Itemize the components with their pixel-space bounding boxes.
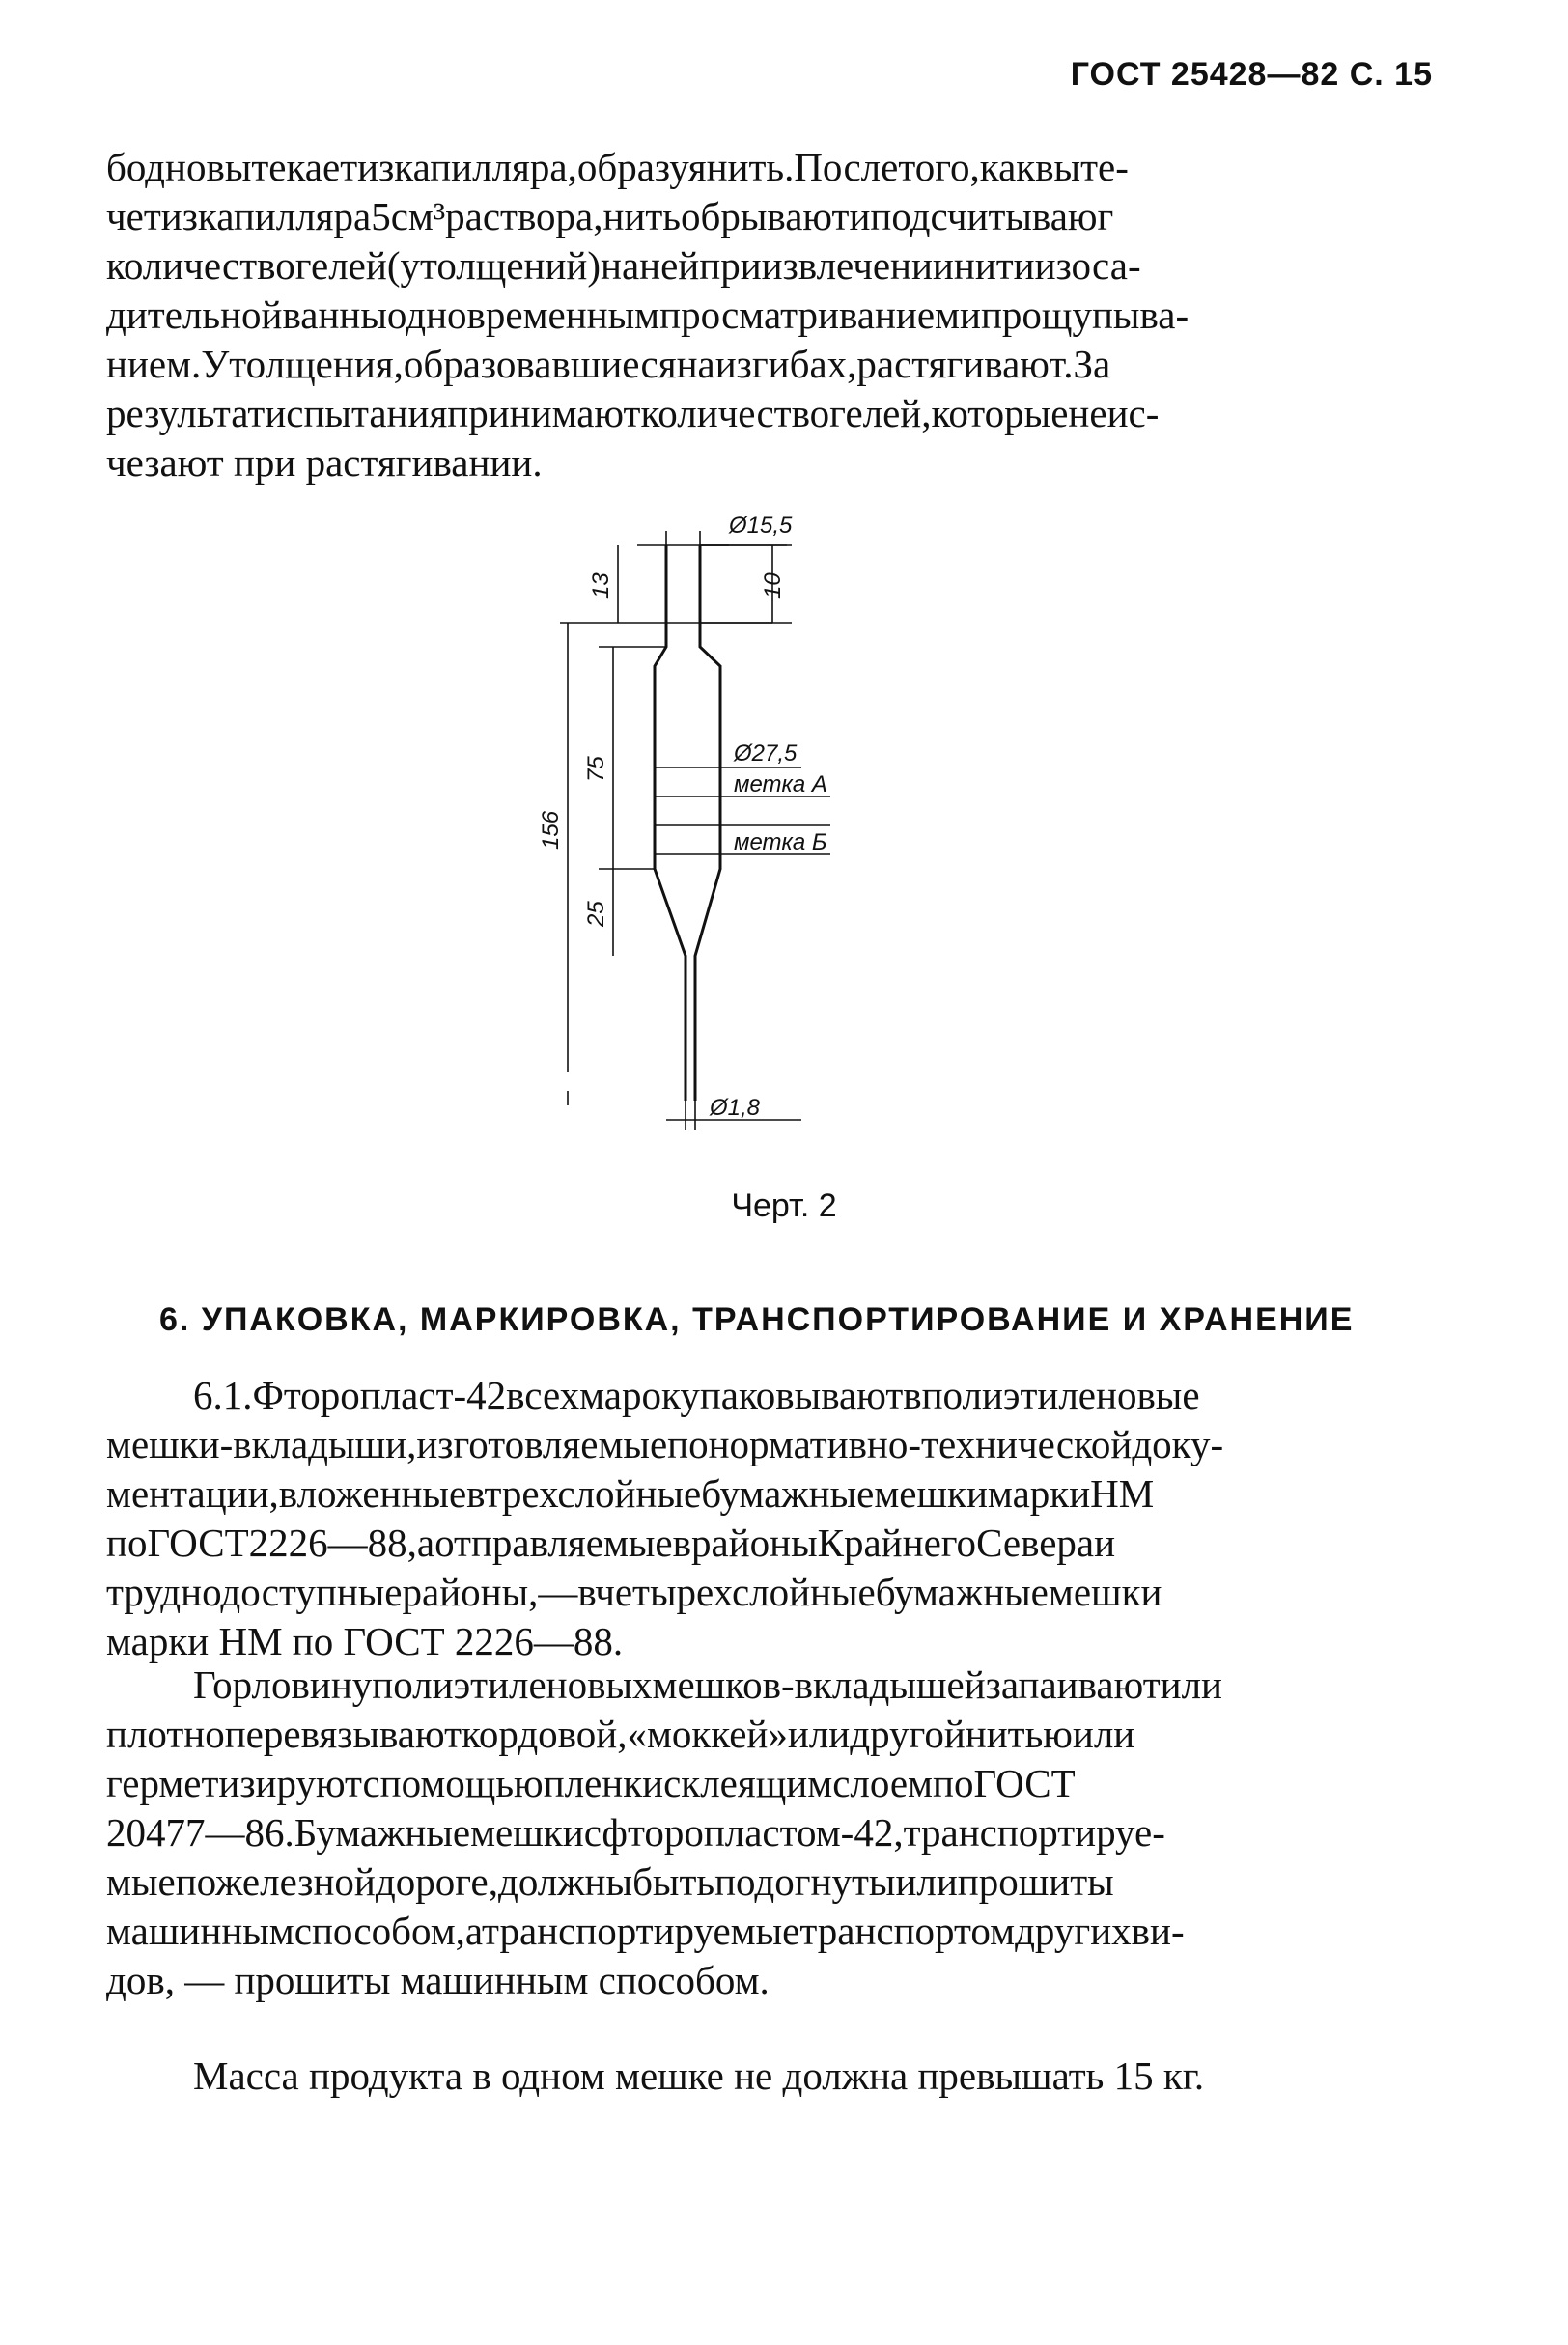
- paragraph-mass-limit: [106, 2052, 1458, 2101]
- page-header: ГОСТ 25428—82 С. 15: [1070, 56, 1433, 93]
- dim-top-height: 10: [760, 572, 786, 599]
- text-line: Масса продукта в одном мешке не должна превышать 15 кг.: [193, 2053, 1205, 2098]
- text-line: мыепожелезнойдороге,должныбытьподогнутыилипрошиты: [106, 1859, 1114, 1904]
- text-line: дительнойванныодновременнымпросматриваниемипрощупыва-: [106, 293, 1190, 337]
- text-line: 20477—86.Бумажныемешкисфторопластом-42,транспортируе-: [106, 1810, 1165, 1855]
- text-line: бодновытекаетизкапилляра,образуянить.Послетого,каквыте-: [106, 145, 1129, 189]
- text-line: труднодоступныерайоны,—вчетырехслойныебумажныемешки: [106, 1570, 1162, 1614]
- text-line: мешки-вкладыши,изготовляемыепонормативно-техническойдоку-: [106, 1422, 1224, 1466]
- dim-top-left: 13: [588, 572, 614, 599]
- vessel-outline: [655, 545, 720, 1101]
- paragraph-sealing: [106, 1661, 1458, 2005]
- dim-body-height: 75: [583, 756, 609, 782]
- text-line: четизкапилляра5см³раствора,нитьобрываютиподсчитываюг: [106, 194, 1114, 238]
- dim-cone-height: 25: [583, 901, 609, 927]
- text-line: чезают при растягивании.: [106, 440, 543, 485]
- text-line: нием.Утолщения,образовавшиесянаизгибах,растягивают.За: [106, 342, 1111, 386]
- dim-top-diameter: Ø15,5: [729, 513, 793, 539]
- text-line: машиннымспособом,атранспортируемыетранспортомдругихви-: [106, 1909, 1185, 1953]
- text-line: плотноперевязываюткордовой,«моккей»илидругойнитьюили: [106, 1712, 1135, 1756]
- vessel-left-wall: [655, 545, 686, 1101]
- capillary-drawing-svg: [538, 502, 946, 1159]
- text-line: поГОСТ2226—88,аотправляемыеврайоныКрайнегоСевераи: [106, 1521, 1116, 1565]
- capillary-drawing: [538, 502, 946, 1159]
- vessel-right-wall: [695, 545, 720, 1101]
- dim-mark-b: метка Б: [734, 829, 827, 855]
- dim-total-height: 156: [538, 810, 564, 850]
- text-line: ментации,вложенныевтрехслойныебумажныемешкимаркиНМ: [106, 1471, 1155, 1516]
- paragraph-capillary-test: [106, 143, 1458, 488]
- section-title: 6. УПАКОВКА, МАРКИРОВКА, ТРАНСПОРТИРОВАНИЕ И ХРАНЕНИЕ: [159, 1301, 1355, 1338]
- text-line: дов, — прошиты машинным способом.: [106, 1958, 770, 2002]
- paragraph-packaging: [106, 1371, 1458, 1666]
- dim-mark-a: метка А: [734, 771, 827, 797]
- text-line: Горловинуполиэтиленовыхмешков-вкладышейзапаиваютили: [193, 1662, 1222, 1707]
- text-line: количествогелей(утолщений)нанейприизвлечениинитиизоса-: [106, 243, 1141, 288]
- dim-capillary-diameter: Ø1,8: [710, 1095, 761, 1121]
- dim-body-diameter: Ø27,5: [734, 740, 798, 767]
- text-line: результатиспытанияпринимаютколичествогелей,которыенеис-: [106, 391, 1160, 435]
- text-line: марки НМ по ГОСТ 2226—88.: [106, 1619, 624, 1663]
- figure-caption: Черт. 2: [731, 1187, 837, 1224]
- text-line: 6.1.Фторопласт-42всехмарокупаковываютвполиэтиленовые: [193, 1373, 1200, 1417]
- text-line: герметизируютспомощьюпленкисклеящимслоемпоГОСТ: [106, 1761, 1076, 1805]
